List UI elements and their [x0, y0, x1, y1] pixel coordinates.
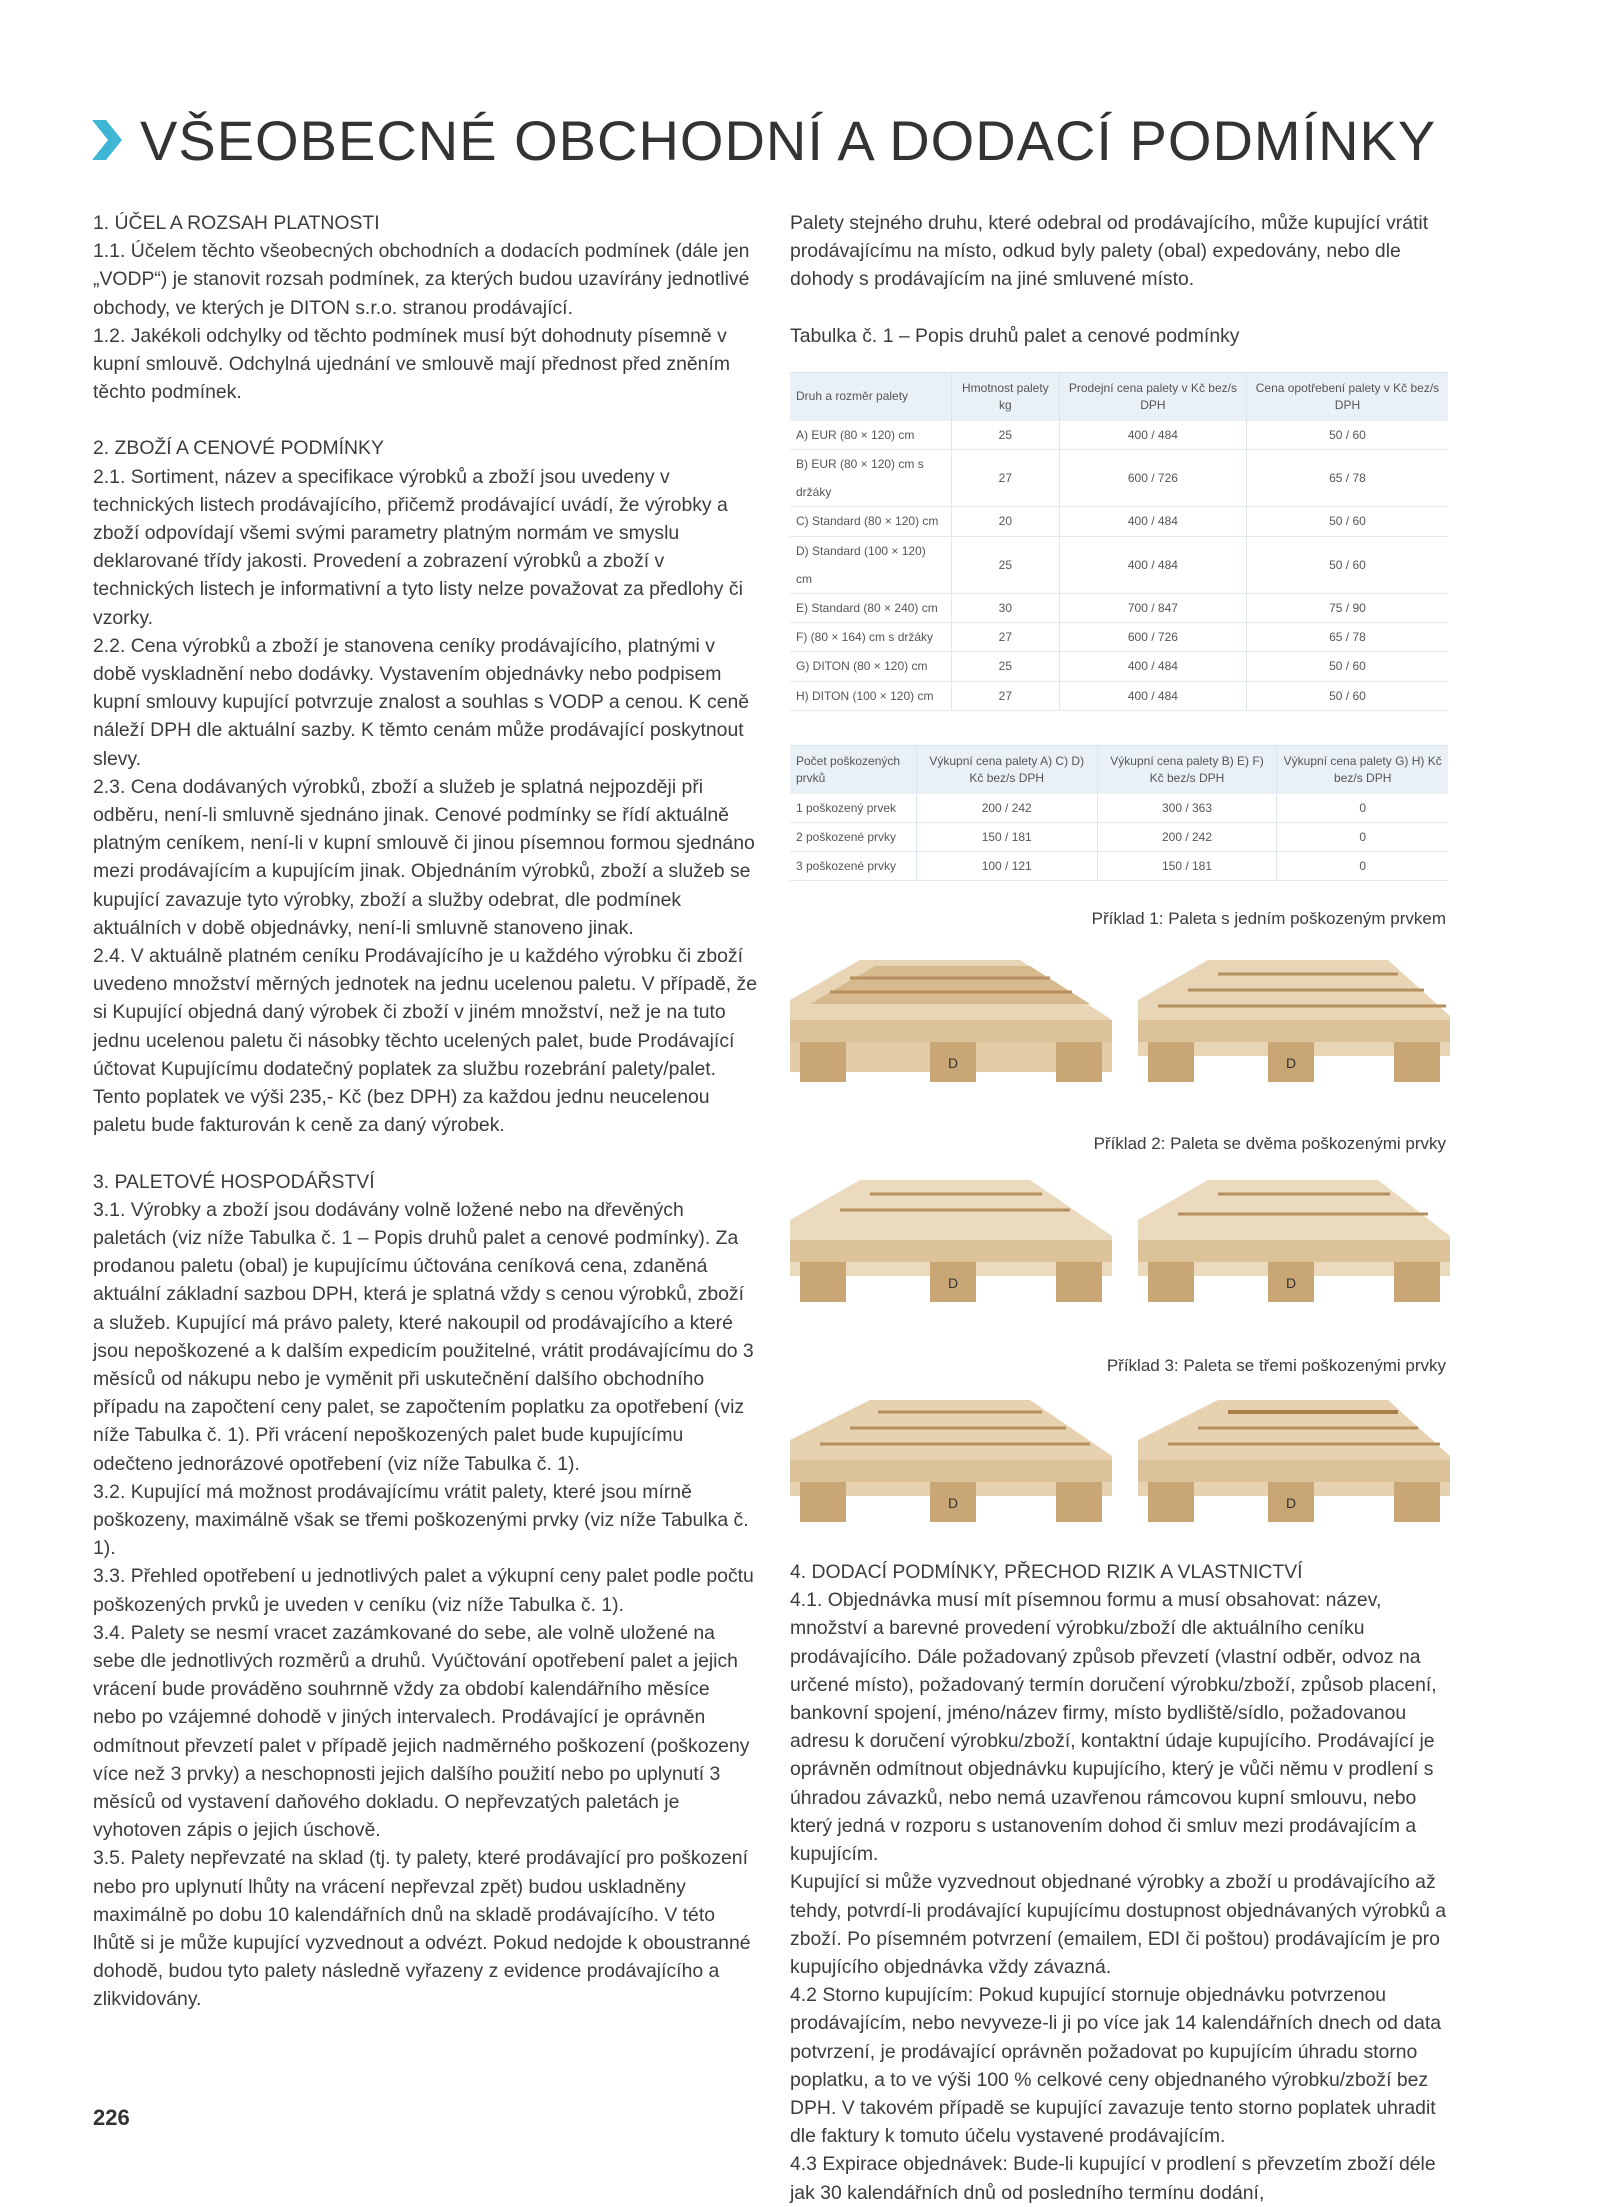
- example-2-caption: Příklad 2: Paleta se dvěma poškozenými prvky: [1093, 1133, 1446, 1153]
- table-row: [790, 450, 1448, 507]
- table-row: [790, 594, 1448, 623]
- damaged-pallet-image: [1128, 1180, 1450, 1312]
- table-cell: 150 / 181: [1097, 852, 1277, 881]
- pallet-return-paragraph: Palety stejného druhu, které odebral od prodávajícího, může kupující vrátit prodávajícímu na místo, odkud byly palety (obal) expedovány, nebo dle dohody s prodávajícím na jiné smluvené místo.: [790, 212, 1429, 291]
- table-cell: H) DITON (100 × 120) cm: [790, 681, 951, 710]
- table-cell: 30: [951, 594, 1059, 623]
- table-row: [790, 507, 1448, 536]
- example-1-images: [790, 960, 1450, 1092]
- table-cell: F) (80 × 164) cm s držáky: [790, 623, 951, 652]
- table-cell: 50 / 60: [1246, 507, 1448, 536]
- section-1-heading: 1. ÚČEL A ROZSAH PLATNOSTI: [93, 212, 380, 234]
- paragraph-4-1: 4.1. Objednávka musí mít písemnou formu a musí obsahovat: název, množství a barevné provedení výrobku/zboží dle aktuálního ceníku prodávajícího. Dále požadovaný způsob převzetí (vlastní odběr, odvoz na určené místo), požadovaný termín doručení výrobku/zboží, způsob placení, bankovní spojení, jméno/název firmy, místo bydliště/sídlo, požadovanou adresu k doručení výrobku/zboží, kontaktní údaje kupujícího. Prodávající je oprávněn odmítnout objednávku kupujícího, který je vůči němu v prodlení s úhradou závazků, nebo nemá uzavřenou rámcovou kupní smlouvu, nebo který jedná v rozporu s ustanovením dohod či smluv mezi prodávajícím a kupujícím.: [790, 1589, 1437, 1866]
- example-3-images: [790, 1400, 1450, 1532]
- paragraph-3-1: 3.1. Výrobky a zboží jsou dodávány volně ložené nebo na dřevěných paletách (viz níže Tabulka č. 1 – Popis druhů palet a cenové podmínky). Za prodanou paletu (obal) je kupujícímu účtována ceníková cena, zdaněná aktuální základní sazbou DPH, která je splatná vždy s cenou výrobků, zboží a služeb. Kupující má právo palety, které nakoupil od prodávajícího a které jsou nepoškozené a k dalším expedicím použitelné, vrátit prodávajícímu do 3 měsíců od nákupu nebo je vyměnit při uskutečnění dalšího obchodního případu na započtení ceny palet, se započtením poplatku za opotřebení (viz níže Tabulka č. 1). Při vrácení nepoškozených palet bude kupujícímu odečteno jednorázové opotřebení (viz níže Tabulka č. 1).: [93, 1198, 754, 1475]
- table-cell: 400 / 484: [1059, 681, 1246, 710]
- table-cell: 75 / 90: [1246, 594, 1448, 623]
- table-cell: 200 / 242: [916, 794, 1097, 823]
- example-2-images: [790, 1180, 1450, 1312]
- svg-text:D: D: [947, 1495, 959, 1512]
- table-cell: 25: [951, 421, 1059, 450]
- table-cell: 50 / 60: [1246, 421, 1448, 450]
- table-cell: D) Standard (100 × 120) cm: [790, 536, 951, 593]
- paragraph-4-3: 4.3 Expirace objednávek: Bude-li kupující v prodlení s převzetím zboží déle jak 30 kalendářních dnů od posledního termínu dodání,: [790, 2153, 1436, 2204]
- damaged-pallet-image: [790, 1180, 1112, 1312]
- section-2-heading: 2. ZBOŽÍ A CENOVÉ PODMÍNKY: [93, 437, 384, 460]
- table-cell: B) EUR (80 × 120) cm s držáky: [790, 450, 951, 507]
- section-3-heading: 3. PALETOVÉ HOSPODÁŘSTVÍ: [93, 1170, 375, 1193]
- page-title: VŠEOBECNÉ OBCHODNÍ A DODACÍ PODMÍNKY: [140, 108, 1437, 172]
- table-row: [790, 623, 1448, 652]
- table-cell: 65 / 78: [1246, 623, 1448, 652]
- paragraph-2-2: 2.2. Cena výrobků a zboží je stanovena ceníky prodávajícího, platnými v době vyskladnění nebo dodávky. Vystavením objednávky nebo podpisem kupní smlouvy kupující potvrzuje znalost a souhlas s VODP a cenou. K ceně náleží DPH dle aktuální sazby. K těmto cenám může prodávající poskytnout slevy.: [93, 634, 750, 770]
- table-cell: 25: [951, 536, 1059, 593]
- table-cell: 400 / 484: [1059, 536, 1246, 593]
- table-cell: 20: [951, 507, 1059, 536]
- damaged-pallet-image: [790, 1400, 1112, 1532]
- chevron-right-icon: [90, 118, 124, 162]
- svg-text:D: D: [1285, 1495, 1297, 1512]
- paragraph-3-3: 3.3. Přehled opotřebení u jednotlivých palet a výkupní ceny palet podle počtu poškozených prvků je uveden v ceníku (viz níže Tabulka č. 1).: [93, 1565, 754, 1616]
- table-cell: 50 / 60: [1246, 681, 1448, 710]
- table-cell: 400 / 484: [1059, 652, 1246, 681]
- paragraph-4-2: 4.2 Storno kupujícím: Pokud kupující stornuje objednávku potvrzenou prodávajícím, nebo nevyveze-li ji po více jak 14 kalendářních dnech od data potvrzení, je prodávající oprávněn požadovat po kupujícím úhradu storno poplatku, a to ve výši 100 % celkové ceny objednaného výrobku/zboží bez DPH. V takovém případě se kupující zavazuje tento storno poplatek uhradit dle faktury k tomuto účelu vystavené prodávajícím.: [790, 1984, 1442, 2148]
- table-cell: 100 / 121: [916, 852, 1097, 881]
- table-cell: A) EUR (80 × 120) cm: [790, 421, 951, 450]
- table-row: [790, 794, 1448, 823]
- table-header-cell: Prodejní cena palety v Kč bez/s DPH: [1059, 372, 1246, 421]
- table-cell: G) DITON (80 × 120) cm: [790, 652, 951, 681]
- table-row: [790, 421, 1448, 450]
- table-cell: 0: [1277, 794, 1448, 823]
- page-number: 226: [93, 2105, 130, 2130]
- page-header: [90, 100, 1436, 180]
- table-header-cell: Druh a rozměr palety: [790, 372, 951, 421]
- paragraph-3-5: 3.5. Palety nepřevzaté na sklad (tj. ty palety, které prodávající pro poškození nebo pro uplynutí lhůty na vrácení nepřevzal zpět) budou uskladněny maximálně po dobu 10 kalendářních dnů na skladě prodávajícího. V této lhůtě si je může kupující vyzvednout a odvézt. Pokud nedojde k oboustranné dohodě, budou tyto palety následně vyřazeny z evidence prodávajícího a zlikvidovány.: [93, 1847, 751, 2011]
- table-cell: 50 / 60: [1246, 652, 1448, 681]
- table-cell: 65 / 78: [1246, 450, 1448, 507]
- table-header-cell: Výkupní cena palety A) C) D) Kč bez/s DPH: [916, 745, 1097, 794]
- table-cell: 27: [951, 681, 1059, 710]
- svg-text:D: D: [1285, 1274, 1297, 1291]
- pallet-types-table: [790, 372, 1448, 711]
- damaged-pallet-image: [790, 960, 1112, 1092]
- table-row: [790, 852, 1448, 881]
- table-cell: 2 poškozené prvky: [790, 823, 916, 852]
- table-header-cell: Počet poškozených prvků: [790, 745, 916, 794]
- table-cell: 600 / 726: [1059, 450, 1246, 507]
- section-4-heading: 4. DODACÍ PODMÍNKY, PŘECHOD RIZIK A VLASTNICTVÍ: [790, 1561, 1303, 1584]
- svg-text:D: D: [947, 1274, 959, 1291]
- table-header-cell: Výkupní cena palety B) E) F) Kč bez/s DPH: [1097, 745, 1277, 794]
- paragraph-3-4: 3.4. Palety se nesmí vracet zazámkované do sebe, ale volně uložené na sebe dle jednotlivých rozměrů a druhů. Vyúčtování opotřebení palet a jejich vrácení bude prováděno souhrnně vždy za období kalendářního měsíce nebo po vzájemné dohodě v jiných intervalech. Prodávající je oprávněn odmítnout převzetí palet v případě jejich nadměrného poškození (poškozeny více než 3 prvky) a neschopnosti jejich dalšího použití nebo po uplynutí 3 měsíců od vystavení daňového dokladu. O nepřevzatých paletách je vyhotoven zápis o jejich úschově.: [93, 1621, 750, 1842]
- table-row: [790, 536, 1448, 593]
- table-row: [790, 823, 1448, 852]
- table-cell: 300 / 363: [1097, 794, 1277, 823]
- table-header-row: [790, 745, 1448, 794]
- table-caption: Tabulka č. 1 – Popis druhů palet a cenové podmínky: [790, 324, 1240, 347]
- table-header-cell: Hmotnost palety kg: [951, 372, 1059, 421]
- spacer: [93, 406, 758, 434]
- table-cell: 0: [1277, 852, 1448, 881]
- table-cell: 600 / 726: [1059, 623, 1246, 652]
- buyback-price-table: [790, 745, 1448, 882]
- table-cell: C) Standard (80 × 120) cm: [790, 507, 951, 536]
- table-header-row: [790, 372, 1448, 421]
- table-cell: 27: [951, 623, 1059, 652]
- table-cell: 150 / 181: [916, 823, 1097, 852]
- paragraph-1-1: 1.1. Účelem těchto všeobecných obchodních a dodacích podmínek (dále jen „VODP“) je stanovit rozsah podmínek, za kterých budou uzavírány jednotlivé obchody, ve kterých je DITON s.r.o. stranou prodávající.: [93, 240, 750, 319]
- table-cell: 700 / 847: [1059, 594, 1246, 623]
- paragraph-1-2: 1.2. Jakékoli odchylky od těchto podmínek musí být dohodnuty písemně v kupní smlouvě. Odchylná ujednání ve smlouvě mají přednost před zněním těchto podmínek.: [93, 324, 731, 404]
- table-row: [790, 652, 1448, 681]
- paragraph-2-4: 2.4. V aktuálně platném ceníku Prodávajícího je u každého výrobku či zboží uvedeno množství měrných jednotek na jednu ucelenou paletu. V případě, že si Kupující objedná daný výrobek či zboží v jiném množství, než je na tuto jednu ucelenou paletu či násobky těchto ucelených palet, bude Prodávající účtovat Kupujícímu dodatečný poplatek za službu rozebrání palety/palet. Tento poplatek ve výši 235,- Kč (bez DPH) za každou jednu neucelenou paletu bude fakturován k ceně za daný výrobek.: [93, 945, 758, 1137]
- left-column: [93, 209, 758, 2014]
- spacer: [93, 1140, 758, 1168]
- table-cell: 200 / 242: [1097, 823, 1277, 852]
- table-cell: 0: [1277, 823, 1448, 852]
- table-header-cell: Cena opotřebení palety v Kč bez/s DPH: [1246, 372, 1448, 421]
- svg-text:D: D: [1285, 1054, 1297, 1071]
- example-3-caption: Příklad 3: Paleta se třemi poškozenými prvky: [1106, 1355, 1446, 1375]
- paragraph-2-1: 2.1. Sortiment, název a specifikace výrobků a zboží jsou uvedeny v technických listech prodávajícího, přičemž prodávající uvádí, že výrobky a zboží odpovídají všemi svými parametry platným normám ve smyslu deklarované třídy jakosti. Provedení a zobrazení výrobků a zboží v technických listech je informativní a tyto listy nelze považovat za předlohy či vzorky.: [93, 465, 743, 629]
- paragraph-4-1-pickup: Kupující si může vyzvednout objednané výrobky a zboží u prodávajícího až tehdy, potvrdí-li prodávající kupujícímu dostupnost objednávaných výrobků a zboží. Po písemném potvrzení (emailem, EDI či poštou) prodávajícím je pro kupujícího objednávka vždy závazná.: [790, 1871, 1447, 1978]
- table-cell: E) Standard (80 × 240) cm: [790, 594, 951, 623]
- table-header-cell: Výkupní cena palety G) H) Kč bez/s DPH: [1277, 745, 1448, 794]
- damaged-pallet-image: [1128, 1400, 1450, 1532]
- damaged-pallet-image: [1128, 960, 1450, 1092]
- table-cell: 27: [951, 450, 1059, 507]
- table-cell: 400 / 484: [1059, 421, 1246, 450]
- table-cell: 1 poškozený prvek: [790, 794, 916, 823]
- table-row: [790, 681, 1448, 710]
- table-cell: 3 poškozené prvky: [790, 852, 916, 881]
- paragraph-2-3: 2.3. Cena dodávaných výrobků, zboží a služeb je splatná nejpozději při odběru, není-li smluvně sjednáno jinak. Cenové podmínky se řídí aktuálně platným ceníkem, není-li v kupní smlouvě či jinou písemnou formou sjednáno mezi prodávajícím a kupujícím jinak. Objednáním výrobků, zboží a služeb se kupující zavazuje tyto výrobky, zboží a služby odebrat, dle podmínek aktuálních v době objednávky, není-li smluvně stanoveno jinak.: [93, 775, 755, 939]
- table-cell: 50 / 60: [1246, 536, 1448, 593]
- table-cell: 400 / 484: [1059, 507, 1246, 536]
- table-cell: 25: [951, 652, 1059, 681]
- example-1-caption: Příklad 1: Paleta s jedním poškozeným prvkem: [1091, 909, 1446, 929]
- paragraph-3-2: 3.2. Kupující má možnost prodávajícímu vrátit palety, které jsou mírně poškozeny, maximálně však se třemi poškozenými prvky (viz níže Tabulka č. 1).: [93, 1480, 749, 1560]
- right-column: [790, 209, 1450, 2207]
- svg-text:D: D: [947, 1054, 959, 1071]
